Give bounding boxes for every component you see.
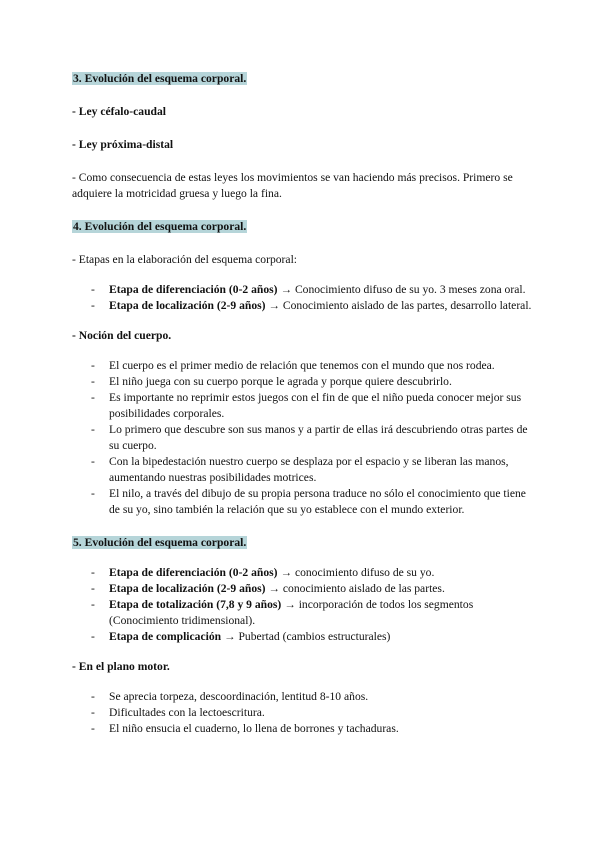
- ley-proxima-distal: - Ley próxima-distal: [72, 138, 174, 151]
- etapa-name: Etapa de localización (2-9 años): [109, 582, 266, 595]
- etapa-description: → incorporación de todos los segmentos (Conocimiento tridimensional).: [109, 598, 474, 627]
- list-item-text: El niño juega con su cuerpo porque le agrada y porque quiere descubrirlo.: [109, 375, 452, 388]
- bullet-dash: -: [91, 283, 95, 296]
- section-5-title-highlight: 5. Evolución del esquema corporal.: [73, 536, 247, 549]
- list-item: [72, 454, 532, 486]
- section-3-title: [72, 71, 532, 87]
- list-item-text: El niño ensucia el cuaderno, lo llena de borrones y tachaduras.: [109, 722, 399, 735]
- bullet-dash: -: [91, 690, 95, 703]
- list-item-text: El nilo, a través del dibujo de su propia persona traduce no sólo el conocimiento que tiene de su yo, sino también la relación que su yo establece con el mundo exterior.: [109, 487, 526, 516]
- bullet-dash: -: [91, 582, 95, 595]
- section-4-intro: - Etapas en la elaboración del esquema corporal:: [72, 253, 298, 266]
- etapa-description: → conocimiento aislado de las partes.: [265, 582, 445, 595]
- list-item: [72, 422, 532, 454]
- bullet-dash: -: [91, 359, 95, 372]
- nocion-del-cuerpo-title: - Noción del cuerpo.: [72, 329, 172, 342]
- etapa-name: Etapa de diferenciación (0-2 años): [109, 283, 278, 296]
- bullet-dash: -: [91, 299, 95, 312]
- section-4-title-highlight: 4. Evolución del esquema corporal.: [73, 220, 247, 233]
- list-item: [72, 282, 532, 298]
- etapa-name: Etapa de totalización (7,8 y 9 años): [109, 598, 282, 611]
- list-item: [72, 390, 532, 422]
- etapa-name: Etapa de diferenciación (0-2 años): [109, 566, 278, 579]
- etapa-description: → Conocimiento aislado de las partes, desarrollo lateral.: [265, 299, 532, 312]
- bullet-dash: -: [91, 630, 95, 643]
- list-item: [72, 486, 532, 518]
- plano-motor-title: - En el plano motor.: [72, 660, 170, 673]
- bullet-dash: -: [91, 566, 95, 579]
- etapas-list-2: [72, 565, 532, 645]
- nocion-list: [72, 358, 532, 518]
- bullet-dash: -: [91, 598, 95, 611]
- section-4-title: [72, 219, 532, 235]
- list-item-text: Lo primero que descubre son sus manos y a partir de ellas irá descubriendo otras partes de su cuerpo.: [109, 423, 528, 452]
- etapa-name: Etapa de complicación: [109, 630, 222, 643]
- bullet-dash: -: [91, 423, 95, 436]
- list-item: [72, 565, 532, 581]
- bullet-dash: -: [91, 722, 95, 735]
- bullet-dash: -: [91, 706, 95, 719]
- list-item: [72, 689, 532, 705]
- section-3-title-highlight: 3. Evolución del esquema corporal.: [73, 72, 247, 85]
- bullet-dash: -: [91, 391, 95, 404]
- list-item: [72, 581, 532, 597]
- document-page: [72, 71, 532, 737]
- bullet-dash: -: [91, 487, 95, 500]
- etapa-description: → Conocimiento difuso de su yo. 3 meses zona oral.: [277, 283, 526, 296]
- list-item-text: Es importante no reprimir estos juegos con el fin de que el niño pueda conocer mejor sus posibilidades corporales.: [109, 391, 522, 420]
- list-item: [72, 374, 532, 390]
- list-item-text: El cuerpo es el primer medio de relación que tenemos con el mundo que nos rodea.: [109, 359, 495, 372]
- list-item: [72, 629, 532, 645]
- bullet-dash: -: [91, 375, 95, 388]
- plano-motor-list: [72, 689, 532, 737]
- list-item: [72, 721, 532, 737]
- bullet-dash: -: [91, 455, 95, 468]
- ley-cefalo-caudal: - Ley céfalo-caudal: [72, 105, 167, 118]
- section-5-title: [72, 535, 532, 551]
- list-item: [72, 298, 532, 314]
- list-item: [72, 358, 532, 374]
- etapa-description: → Pubertad (cambios estructurales): [221, 630, 391, 643]
- section-3-paragraph: - Como consecuencia de estas leyes los movimientos se van haciendo más precisos. Primero se adquiere la motricidad gruesa y luego la fina.: [72, 171, 513, 200]
- list-item-text: Se aprecia torpeza, descoordinación, lentitud 8-10 años.: [109, 690, 369, 703]
- etapa-description: → conocimiento difuso de su yo.: [277, 566, 435, 579]
- list-item-text: Dificultades con la lectoescritura.: [109, 706, 265, 719]
- list-item: [72, 705, 532, 721]
- etapa-name: Etapa de localización (2-9 años): [109, 299, 266, 312]
- etapas-list: [72, 282, 532, 314]
- list-item: [72, 597, 532, 629]
- list-item-text: Con la bipedestación nuestro cuerpo se desplaza por el espacio y se liberan las manos, aumentando nuestras posibilidades motrices.: [109, 455, 509, 484]
